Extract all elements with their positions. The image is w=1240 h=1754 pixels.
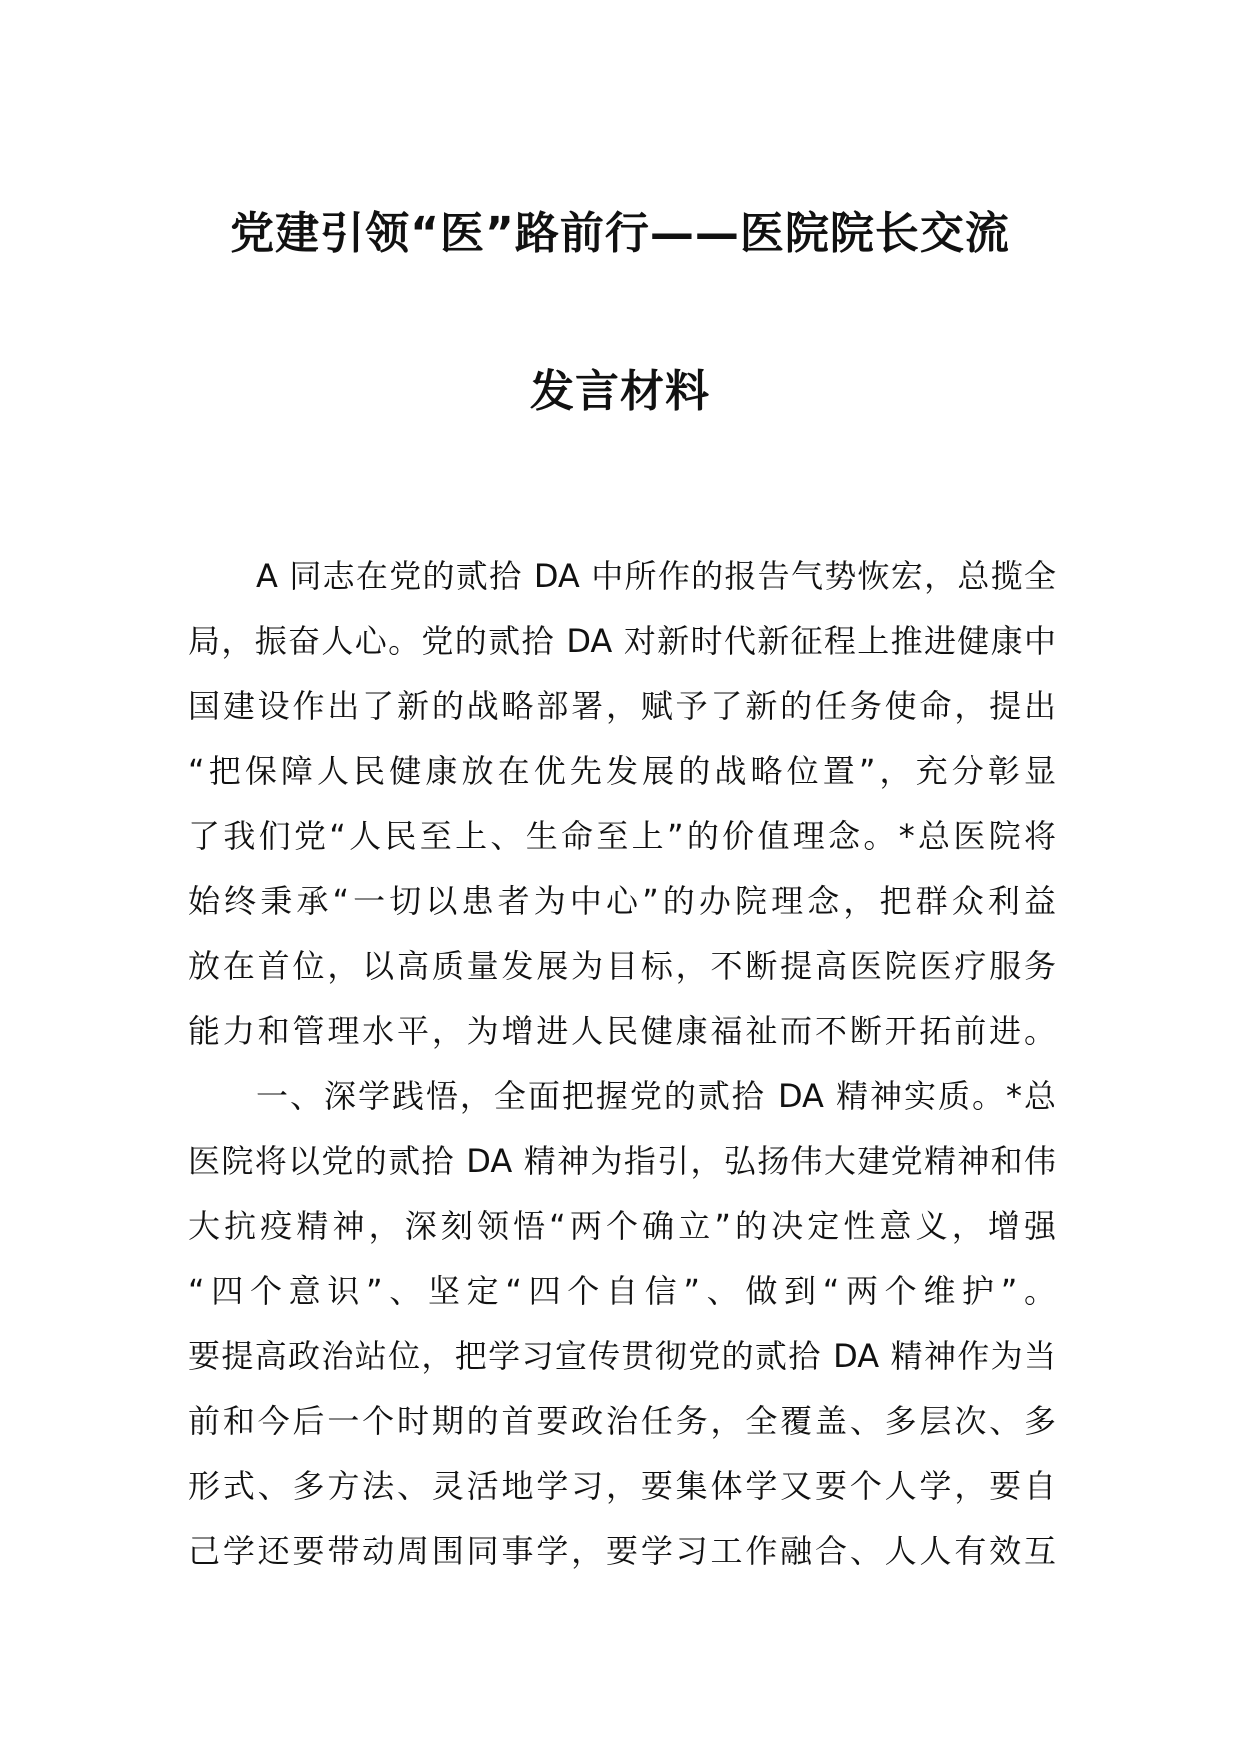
body-line: 要提高政治站位，把学习宣传贯彻党的贰拾 DA 精神作为当	[188, 1337, 1056, 1375]
body-line: 己学还要带动周围同事学，要学习工作融合、人人有效互	[188, 1532, 1056, 1570]
document-body	[188, 544, 1056, 1584]
body-line: A 同志在党的贰拾 DA 中所作的报告气势恢宏，总揽全	[256, 557, 1056, 595]
body-line: 能力和管理水平，为增进人民健康福祉而不断开拓前进。	[188, 1012, 1056, 1050]
body-line: 始终秉承“一切以患者为中心”的办院理念，把群众利益	[188, 882, 1056, 920]
body-line: 放在首位，以高质量发展为目标，不断提高医院医疗服务	[188, 947, 1056, 985]
body-line: 大抗疫精神，深刻领悟“两个确立”的决定性意义，增强	[188, 1207, 1056, 1245]
document-title-line-2: 发言材料	[530, 366, 710, 417]
body-line: 了我们党“人民至上、生命至上”的价值理念。*总医院将	[188, 817, 1056, 855]
body-line: “把保障人民健康放在优先发展的战略位置”，充分彰显	[188, 752, 1056, 790]
body-line: 国建设作出了新的战略部署，赋予了新的任务使命，提出	[188, 687, 1056, 725]
body-line: “四个意识”、坚定“四个自信”、做到“两个维护”。	[188, 1272, 1056, 1310]
body-line: 一、深学践悟，全面把握党的贰拾 DA 精神实质。*总	[256, 1077, 1056, 1115]
document-title-line-1: 党建引领“医”路前行——医院院长交流	[230, 208, 1010, 259]
body-line: 局，振奋人心。党的贰拾 DA 对新时代新征程上推进健康中	[188, 622, 1056, 660]
body-line: 医院将以党的贰拾 DA 精神为指引，弘扬伟大建党精神和伟	[188, 1142, 1056, 1180]
body-line: 形式、多方法、灵活地学习，要集体学又要个人学，要自	[188, 1467, 1056, 1505]
body-line: 前和今后一个时期的首要政治任务，全覆盖、多层次、多	[188, 1402, 1056, 1440]
